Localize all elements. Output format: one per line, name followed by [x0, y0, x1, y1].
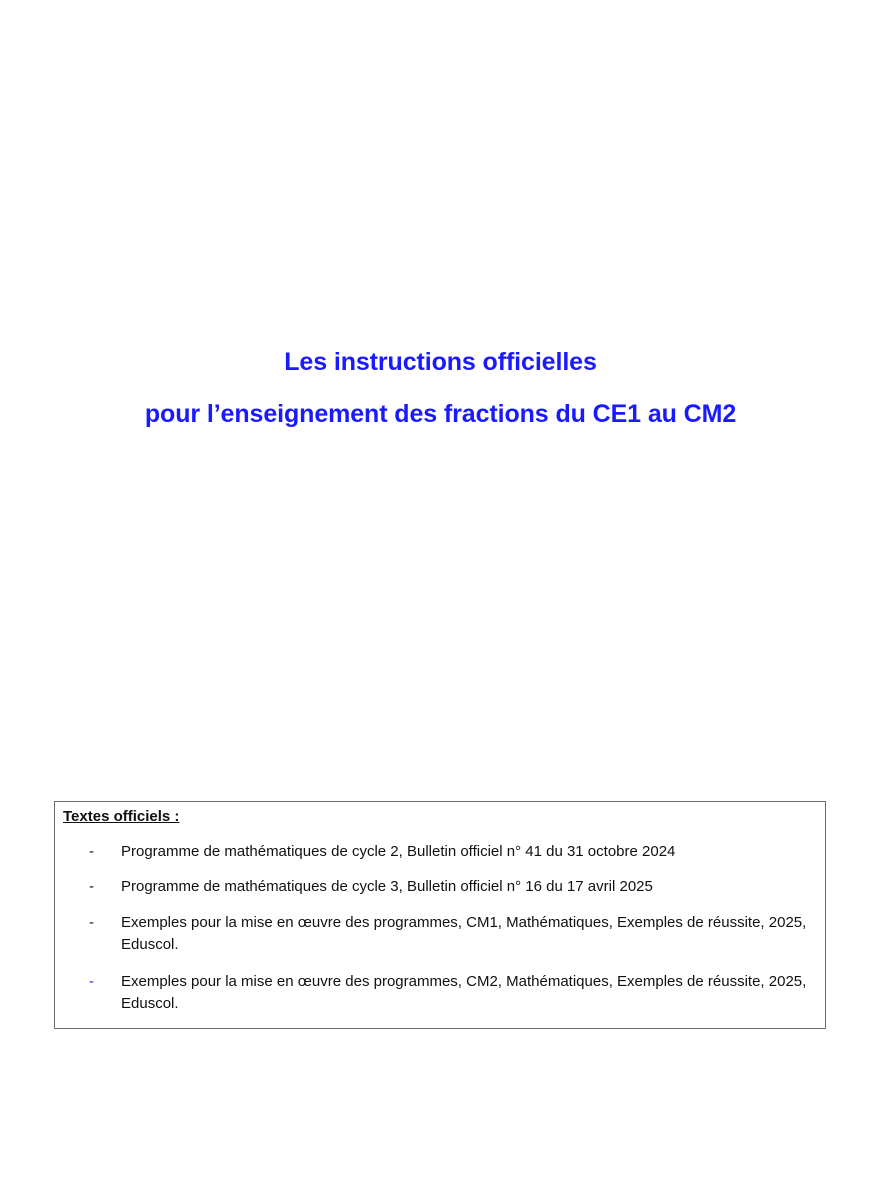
list-dash: -: [89, 878, 94, 895]
title-line-1: Les instructions officielles: [284, 348, 597, 376]
document-title: [0, 336, 881, 440]
reference-text: Exemples pour la mise en œuvre des programmes, CM1, Mathématiques, Exemples de réussite, 2025, Eduscol.: [121, 914, 807, 953]
official-texts-box: [54, 801, 826, 1029]
list-dash: -: [89, 914, 94, 931]
list-dash: -: [89, 973, 94, 990]
reference-text: Programme de mathématiques de cycle 2, Bulletin officiel n° 41 du 31 octobre 2024: [121, 843, 676, 860]
list-dash: -: [89, 843, 94, 860]
reference-text: Programme de mathématiques de cycle 3, Bulletin officiel n° 16 du 17 avril 2025: [121, 878, 653, 895]
official-texts-heading: Textes officiels :: [63, 808, 180, 825]
title-line-2: pour l’enseignement des fractions du CE1 au CM2: [144, 400, 737, 428]
reference-text: Exemples pour la mise en œuvre des programmes, CM2, Mathématiques, Exemples de réussite, 2025, Eduscol.: [121, 973, 807, 1012]
